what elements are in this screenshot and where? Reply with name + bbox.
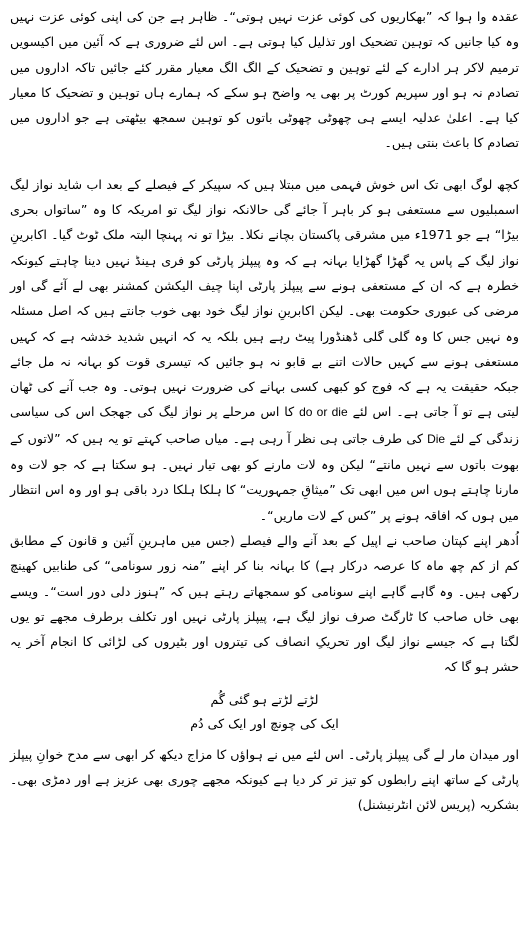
article-paragraph-2 bbox=[10, 172, 519, 528]
paragraph-2-text: کچھ لوگ ابھی تک اس خوش فہمی میں مبتلا ہیں کہ سپیکر کے فیصلے کے بعد اب شاید نواز لیگ اسمبلیوں سے مستعفی ہو کر باہر آ جائے گی حالانکہ نواز لیگ تو امریکہ کا وہ ”ساتواں بحری بیڑا“ ہے جو 1971ء میں مشرقی پاکستان بچانے نکلا۔ بیڑا تو نہ پہنچا البتہ ملک ٹوٹ گیا۔ اکابرینِ نواز لیگ کے پاس یہ گھڑا گھڑایا بہانہ ہے کہ وہ پیپلز پارٹی کو فری ہینڈ نہیں دینا چاہتے کیونکہ خطرہ ہے کہ ان کے مستعفی ہونے سے پیپلز پارٹی اپنا چیف الیکشن کمشنر بھی لے آئے گی اور مرضی کی عبوری حکومت بھی۔ لیکن اکابرینِ نواز لیگ خود بھی خوب جانتے ہیں کہ اصل مسئلہ وہ نہیں جس کا وہ گلی گلی ڈھنڈورا پیٹ رہے ہیں بلکہ یہ کہ انہیں شدید خدشہ ہے کہ کہیں مستعفی ہونے سے کہیں حالات اتنے بے قابو نہ ہو جائیں کہ تیسری قوت کو بہانہ نہ مل جائے جبکہ حقیقت یہ ہے کہ فوج کو کبھی کسی بہانے کی ضرورت نہیں ہوتی۔ وہ جب آنے کی ٹھان لیتی ہے تو آ جاتی ہے۔ اس لئے bbox=[10, 176, 519, 420]
article-paragraph-3: اُدھر اپنے کپتان صاحب نے اپیل کے بعد آنے والے فیصلے (جس میں ماہرینِ آئین و قانون کے مطابق کم از کم چھ ماہ کا عرصہ درکار ہے) کا بہانہ بنا کر اپنے ”منہ زور سونامی“ کی طنابیں کھینچ رکھی ہیں۔ وہ گاہے گاہے اپنے سونامی کو سمجھاتے رہتے ہیں کہ ”ہنوز دلی دور است“۔ ویسے بھی خاں صاحب کا ٹارگٹ صرف نواز لیگ ہے، پیپلز پارٹی نہیں اور تکلف برطرف مجھے تو یوں لگتا ہے کہ جیسے نواز لیگ اور تحریکِ انصاف کی تیتروں اور بٹیروں کی لڑائی کا انجام آخر یہ حشر ہو گا کہ bbox=[10, 532, 519, 675]
latin-phrase-do-or-die: do or die bbox=[299, 405, 348, 420]
article-paragraph-4: اور میدان مار لے گی پیپلز پارٹی۔ اس لئے میں نے ہواؤں کا مزاج دیکھ کر ابھی سے مدح خوانِ پیپلز پارٹی کے ساتھ اپنے رابطوں کو تیز تر کر دیا ہے کیونکہ مجھے چوری بھی عزیز ہے اور دمڑی بھی۔ بشکریہ (پریس لائن انٹرنیشنل) bbox=[10, 746, 519, 813]
couplet bbox=[10, 688, 519, 736]
paragraph-2-tail: کا اس مرحلے پر نواز لیگ کی جھجک اس کی سیاسی زندگی کے لئے bbox=[10, 404, 519, 446]
latin-word-die: Die bbox=[427, 431, 446, 446]
article-paragraph-1: عقدہ وا ہوا کہ ”بھکاریوں کی کوئی عزت نہیں ہوتی“۔ ظاہر ہے جن کی اپنی کوئی عزت نہیں وہ کیا جانیں کہ توہین تضحیک اور تذلیل کیا ہوتی ہے۔ اس لئے ضروری ہے کہ آئین میں اکیسویں ترمیم لاکر ہر ادارے کے لئے توہین و تضحیک کے الگ الگ معیار مقرر کئے جائیں تاکہ اداروں میں تصادم نہ ہو اور سپریم کورٹ پر بھی یہ واضح ہو سکے کہ ہمارے ہاں توہین و تضحیک کا معیار کیا ہے۔ اعلیٰ عدلیہ ایسے ہی چھوٹی چھوٹی باتوں کو توہین سمجھ بیٹھتی ہے جو اداروں میں تصادم کا باعث بنتی ہیں۔ bbox=[10, 9, 519, 151]
paragraph-2-tail-2: کی طرف جاتی ہی نظر آ رہی ہے۔ میاں صاحب کہتے تو یہ ہیں کہ ”لاتوں کے بھوت باتوں سے نہیں مانتے“ لیکن وہ لات مارنے کو بھی تیار نہیں۔ ہو سکتا ہے کہ جو لات وہ مارنا چاہتے ہوں اس میں ابھی تک ”میثاقِ جمہوریت“ کا ہلکا ہلکا درد باقی ہو اور وہ اس انتظار میں ہوں کہ افاقہ ہونے پر ”کس کے لات ماریں“۔ bbox=[10, 430, 519, 523]
couplet-line-1: لڑتے لڑتے ہو گئی گُم bbox=[210, 691, 319, 707]
couplet-line-2: ایک کی چونچ اور ایک کی دُم bbox=[190, 715, 339, 731]
